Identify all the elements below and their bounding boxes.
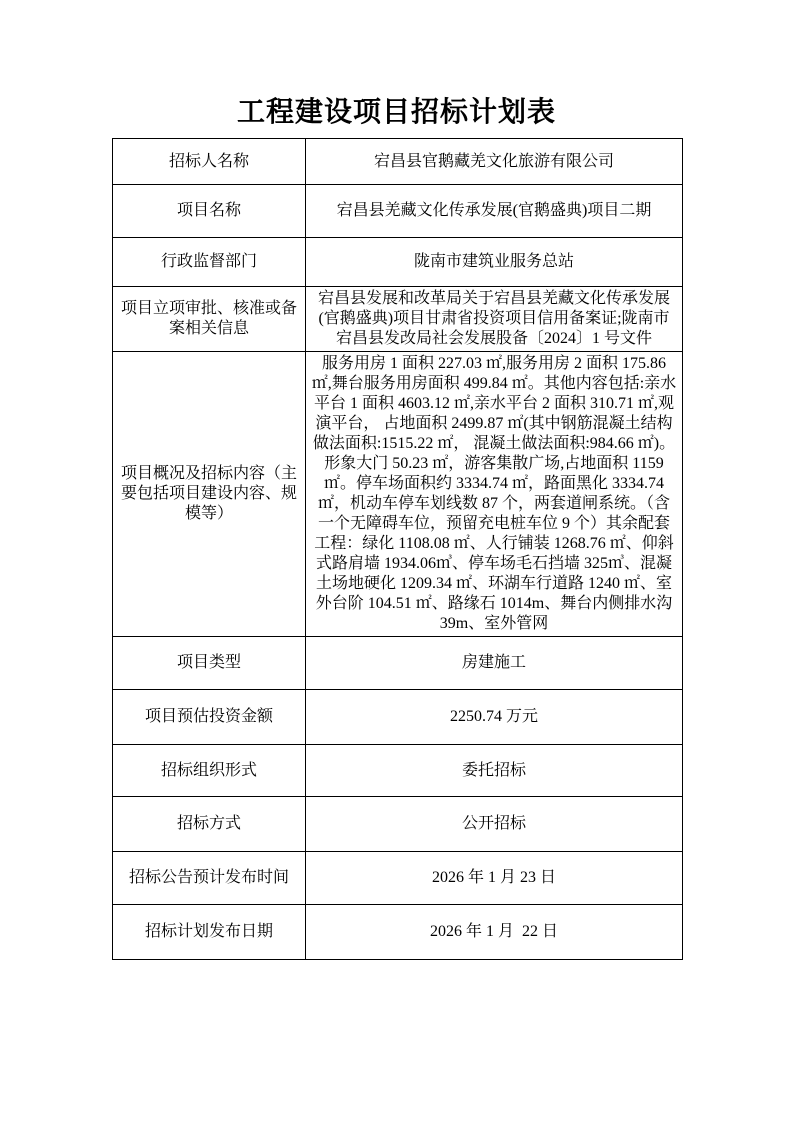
row-value: 公开招标 — [306, 797, 683, 852]
row-label: 招标计划发布日期 — [113, 905, 306, 960]
row-value: 房建施工 — [306, 637, 683, 690]
row-label: 项目概况及招标内容（主要包括项目建设内容、规模等） — [113, 352, 306, 637]
bidding-plan-table-body — [113, 139, 683, 960]
table-row — [113, 637, 683, 690]
table-row — [113, 690, 683, 745]
row-value: 2026 年 1 月 22 日 — [306, 905, 683, 960]
bidding-plan-table — [112, 138, 683, 960]
row-value: 陇南市建筑业服务总站 — [306, 238, 683, 287]
row-label: 行政监督部门 — [113, 238, 306, 287]
row-value: 2250.74 万元 — [306, 690, 683, 745]
document-title: 工程建设项目招标计划表 — [236, 97, 556, 128]
table-row — [113, 905, 683, 960]
row-label: 招标公告预计发布时间 — [113, 852, 306, 905]
row-label: 招标人名称 — [113, 139, 306, 185]
table-row — [113, 185, 683, 238]
table-row — [113, 852, 683, 905]
table-row — [113, 287, 683, 352]
table-row — [113, 139, 683, 185]
row-value: 宕昌县羌藏文化传承发展(官鹅盛典)项目二期 — [306, 185, 683, 238]
row-value: 2026 年 1 月 23 日 — [306, 852, 683, 905]
row-label: 项目预估投资金额 — [113, 690, 306, 745]
row-value: 宕昌县官鹅藏羌文化旅游有限公司 — [306, 139, 683, 185]
table-row — [113, 352, 683, 637]
row-label: 项目名称 — [113, 185, 306, 238]
table-row — [113, 238, 683, 287]
row-value: 委托招标 — [306, 745, 683, 797]
row-value: 宕昌县发展和改革局关于宕昌县羌藏文化传承发展(官鹅盛典)项目甘肃省投资项目信用备案证;陇南市宕昌县发改局社会发展股备〔2024〕1 号文件 — [306, 287, 683, 352]
row-value: 服务用房 1 面积 227.03 ㎡,服务用房 2 面积 175.86 ㎡,舞台服务用房面积 499.84 ㎡。其他内容包括:亲水平台 1 面积 4603.12 ㎡,亲水平台 2 面积 310.71 ㎡,观演平台， 占地面积 2499.87 ㎡(其中钢筋混凝土结构做法面积:1515.22 ㎡， 混凝土做法面积:984.66 ㎡)。形象大门 50.23 ㎡，游客集散广场,占地面积 1159 ㎡。停车场面积约 3334.74 ㎡，路面黑化 3334.74 ㎡，机动车停车划线数 87 个，两套道闸系统。（含一个无障碍车位，预留充电桩车位 9 个）其余配套工程：绿化 1108.08 ㎡、人行铺装 1268.76 ㎡、仰斜式路肩墙 1934.06㎥、停车场毛石挡墙 325㎥、混凝土场地硬化 1209.34 ㎡、环湖车行道路 1240 ㎡、室外台阶 104.51 ㎡、路缘石 1014m、舞台内侧排水沟 39m、室外管网 — [306, 352, 683, 637]
table-row — [113, 745, 683, 797]
row-label: 项目类型 — [113, 637, 306, 690]
row-label: 招标方式 — [113, 797, 306, 852]
row-label: 项目立项审批、核准或备案相关信息 — [113, 287, 306, 352]
row-label: 招标组织形式 — [113, 745, 306, 797]
table-row — [113, 797, 683, 852]
